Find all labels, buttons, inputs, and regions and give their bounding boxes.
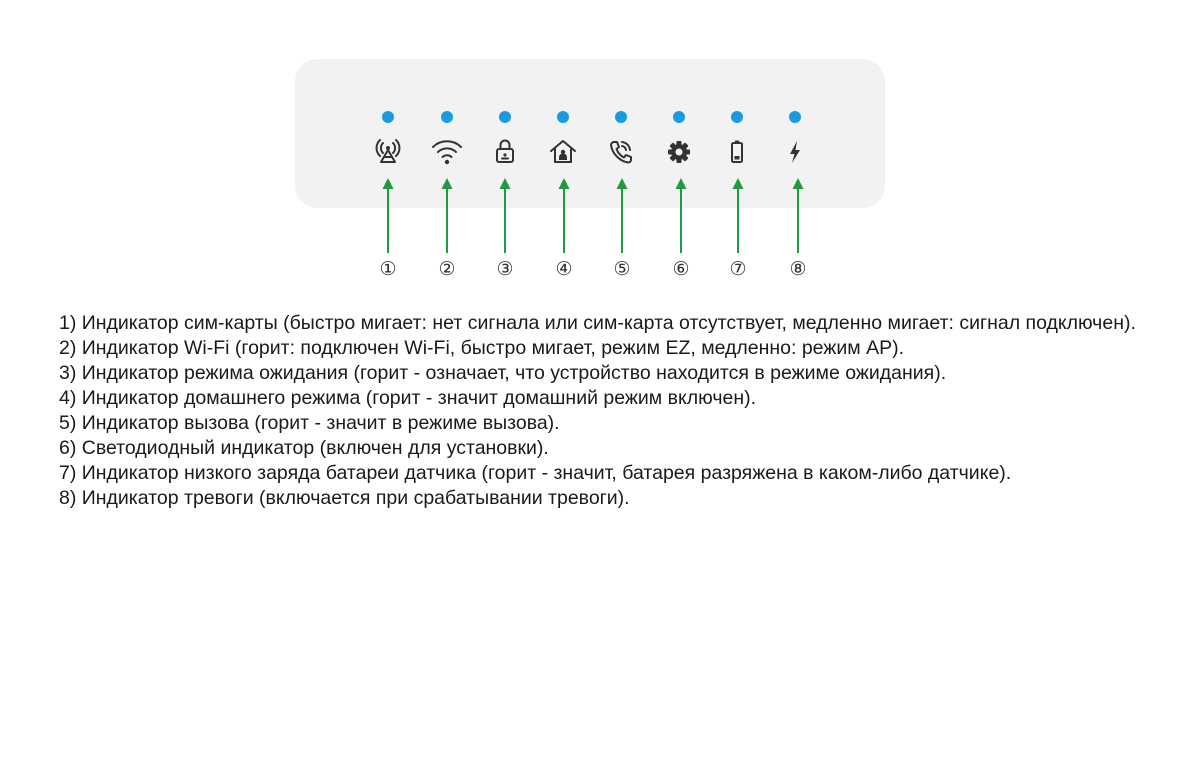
number-label-1: ① (379, 258, 397, 280)
gear-icon (668, 141, 690, 163)
led-7 (731, 111, 743, 123)
indicator-legend (59, 311, 1159, 511)
number-labels (379, 258, 806, 280)
led-5 (615, 111, 627, 123)
led-6 (673, 111, 685, 123)
led-8 (789, 111, 801, 123)
number-label-6: ⑥ (672, 258, 690, 280)
legend-item-battery: 7) Индикатор низкого заряда батареи датчика (горит - значит, батарея разряжена в каком-либо датчике). (59, 462, 1012, 484)
legend-item-standby: 3) Индикатор режима ожидания (горит - означает, что устройство находится в режиме ожидания). (59, 362, 947, 384)
number-label-5: ⑤ (613, 258, 631, 280)
number-label-3: ③ (496, 258, 514, 280)
legend-item-home: 4) Индикатор домашнего режима (горит - значит домашний режим включен). (59, 387, 757, 409)
led-4 (557, 111, 569, 123)
legend-item-alarm: 8) Индикатор тревоги (включается при срабатывании тревоги). (59, 487, 630, 509)
led-1 (382, 111, 394, 123)
legend-item-sim: 1) Индикатор сим-карты (быстро мигает: нет сигнала или сим-карта отсутствует, медленно мигает: сигнал подключен). (59, 312, 1136, 334)
legend-item-call: 5) Индикатор вызова (горит - значит в режиме вызова). (59, 412, 560, 434)
legend-item-led: 6) Светодиодный индикатор (включен для установки). (59, 437, 549, 459)
number-label-8: ⑧ (789, 258, 807, 280)
indicator-diagram (0, 0, 1181, 290)
number-label-7: ⑦ (729, 258, 747, 280)
number-label-2: ② (438, 258, 456, 280)
number-label-4: ④ (555, 258, 573, 280)
legend-item-wifi: 2) Индикатор Wi-Fi (горит: подключен Wi-Fi, быстро мигает, режим EZ, медленно: режим AP). (59, 337, 904, 359)
led-3 (499, 111, 511, 123)
led-2 (441, 111, 453, 123)
